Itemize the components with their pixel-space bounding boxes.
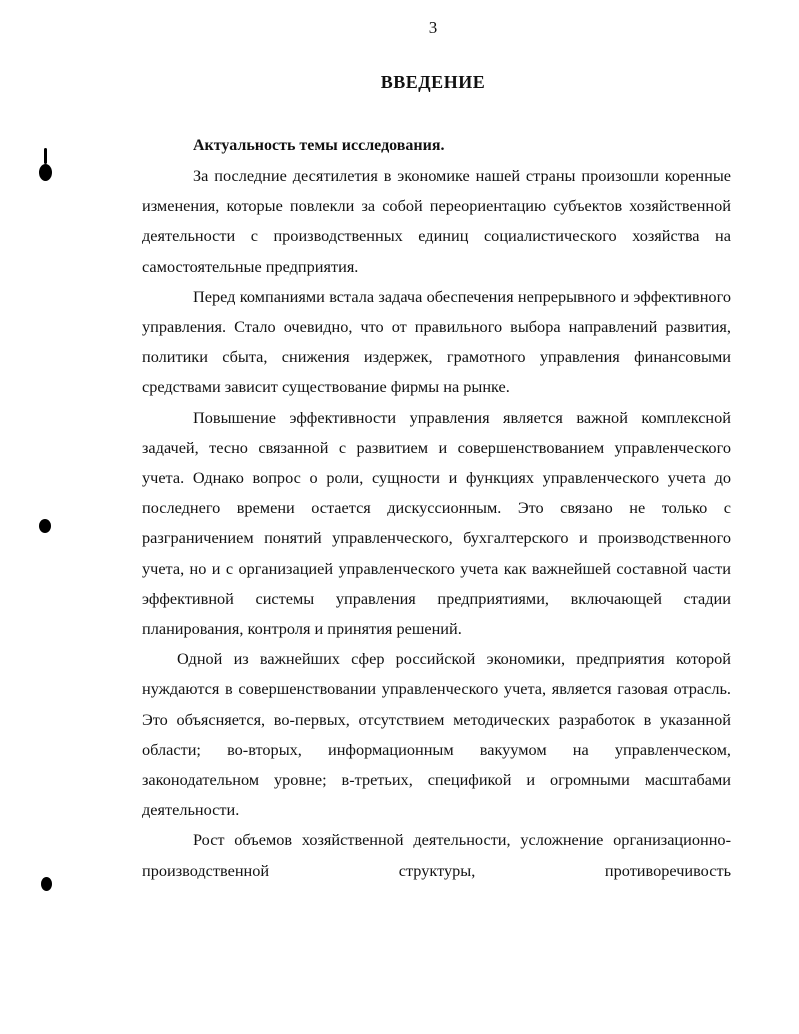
page-number: 3 (428, 18, 438, 37)
binding-hole-mark-top-tail (44, 148, 47, 164)
binding-hole-mark-middle (39, 519, 51, 533)
section-subheading: Актуальность темы исследования. (193, 137, 445, 154)
paragraph-3: Повышение эффективности управления является важной комплексной задачей, тесно связанной с развитием и совершенствованием управленческого учета. Однако вопрос о роли, сущности и функциях управленческого учета до последнего времени остается дискуссионным. Это связано не только с разграничением понятий управленческого, бухгалтерского и производственного учета, но и с организацией управленческого учета как важнейшей составной части эффективной системы управления предприятиями, включающей стадии планирования, контроля и принятия решений. (142, 407, 731, 639)
binding-hole-mark-top (39, 164, 52, 181)
body-text (142, 161, 731, 886)
paragraph-4: Одной из важнейших сфер российской экономики, предприятия которой нуждаются в совершенствовании управленческого учета, является газовая отрасль. Это объясняется, во-первых, отсутствием методических разработок в указанной области; во-вторых, информационным вакуумом на управленческом, законодательном уровне; в-третьих, спецификой и огромными масштабами деятельности. (142, 649, 731, 820)
paragraph-5: Рост объемов хозяйственной деятельности, усложнение организационно-производственной структуры, противоречивость (142, 830, 731, 880)
chapter-title: ВВЕДЕНИЕ (380, 72, 486, 92)
paragraph-1: За последние десятилетия в экономике нашей страны произошли коренные изменения, которые повлекли за собой переориентацию субъектов хозяйственной деятельности с производственных единиц социалистического хозяйства на самостоятельные предприятия. (142, 166, 731, 276)
binding-hole-mark-bottom (41, 877, 52, 891)
paragraph-2: Перед компаниями встала задача обеспечения непрерывного и эффективного управления. Стало очевидно, что от правильного выбора направлений развития, политики сбыта, снижения издержек, грамотного управления финансовыми средствами зависит существование фирмы на рынке. (142, 286, 731, 397)
